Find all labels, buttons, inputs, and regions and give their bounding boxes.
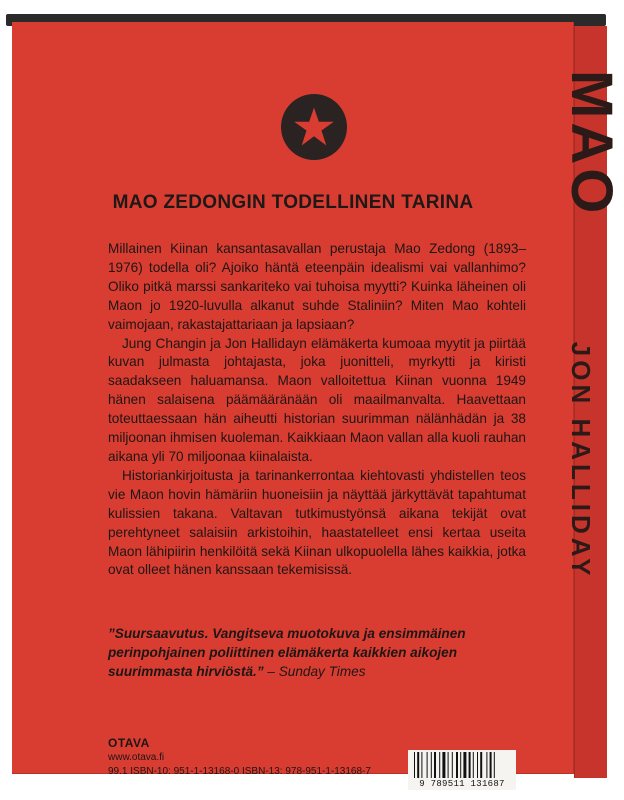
barcode-bar bbox=[439, 752, 440, 778]
barcode-bar bbox=[431, 752, 432, 778]
spine-text bbox=[559, 70, 624, 580]
barcode-bar bbox=[417, 752, 419, 778]
spine-title: MAO bbox=[559, 70, 624, 218]
barcode-bar bbox=[460, 752, 461, 778]
barcode-bar bbox=[486, 752, 487, 778]
barcode-bar bbox=[452, 752, 453, 778]
barcode-bar bbox=[456, 752, 458, 778]
publisher-name: OTAVA bbox=[108, 736, 150, 750]
spine-author: JON HALLIDAY bbox=[566, 341, 596, 580]
back-cover bbox=[12, 22, 574, 789]
barcode-bars bbox=[408, 750, 516, 780]
barcode-bar bbox=[463, 752, 466, 778]
barcode-bar bbox=[490, 752, 492, 778]
publisher-url: www.otava.fi bbox=[108, 752, 165, 763]
barcode-bar bbox=[473, 752, 474, 778]
barcode-bar bbox=[427, 752, 428, 778]
barcode-bar bbox=[448, 752, 449, 778]
quote-source: – Sunday Times bbox=[263, 663, 366, 679]
red-star-icon bbox=[292, 105, 336, 149]
barcode bbox=[408, 750, 516, 790]
barcode-bar bbox=[414, 752, 415, 778]
blurb-paragraph-3: Historiankirjoitusta ja tarinankerrontaa kiehtovasti yhdistellen teos vie Maon hovin hämäriin huoneisiin ja näyttää järkyttävät tapahtumat kulissien takana. Valtavan tutkimustyönsä aikana tekijät ovat perehtyneet salaisiin arkistoihin, haastatelleet ensi kertaa useita Maon lähipiirin henkilöitä sekä Kiinan ulkopuolella lähes kaikkia, jotka ovat olleet hänen kanssaan tekemisissä. bbox=[108, 467, 526, 578]
barcode-bar bbox=[442, 752, 445, 778]
review-quote bbox=[108, 625, 526, 682]
barcode-bar bbox=[494, 752, 495, 778]
barcode-bar bbox=[477, 752, 478, 778]
isbn-line: 99.1 ISBN-10: 951-1-13168-0 ISBN-13: 978-951-1-13168-7 bbox=[108, 766, 371, 777]
blurb bbox=[108, 240, 526, 580]
barcode-number: 9 789511 131687 bbox=[419, 779, 505, 789]
blurb-paragraph-2: Jung Changin ja Jon Hallidayn elämäkerta kumoaa myytit ja piirtää kuvan julmasta johtajasta, joka juonitteli, myrkytti ja kiristi saadakseen haluamansa. Maon valloitettua Kiinan vuonna 1949 hänen salaisena päämääränään oli maailmanvalta. Haavettaan toteuttaessaan hän aiheutti historian suurimman nälänhädän ja 38 miljoonan ihmisen kuoleman. Kaikkiaan Maon vallan alla kuoli rauhan aikana yli 70 miljoonaa kiinalaista. bbox=[108, 335, 526, 464]
barcode-bar bbox=[469, 752, 471, 778]
barcode-bar bbox=[434, 752, 436, 778]
book-headline: MAO ZEDONGIN TODELLINEN TARINA bbox=[112, 192, 474, 213]
book-spine bbox=[559, 26, 624, 778]
star-badge bbox=[281, 94, 347, 160]
barcode-bar bbox=[421, 752, 422, 778]
barcode-bar bbox=[480, 752, 482, 778]
publisher-block bbox=[108, 736, 371, 777]
quote-text: ”Suursaavutus. Vangitseva muotokuva ja ensimmäinen perinpohjainen poliittinen elämäkerta kaikkien aikojen suurimmasta hirviöstä.” bbox=[108, 626, 466, 679]
blurb-paragraph-1: Millainen Kiinan kansantasavallan perustaja Mao Zedong (1893–1976) todella oli? Ajoiko häntä eteenpäin idealismi vai vallanhimo? Oliko pitkä marssi sankariteko vai tuhoisa myytti? Kuinka läheinen oli Maon jo 1920-luvulla alkanut suhde Staliniin? Miten Mao kohteli vaimojaan, rakastajattariaan ja lapsiaan? bbox=[108, 241, 526, 332]
